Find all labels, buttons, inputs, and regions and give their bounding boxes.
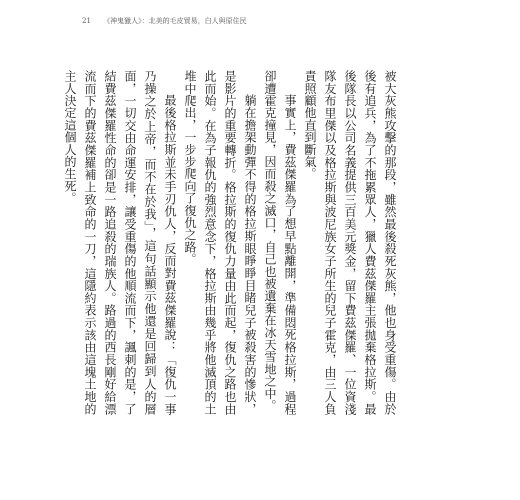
paragraph-3: 躺在擔架動彈不得的格拉斯眼睜睜目睹兒子被殺害的慘狀，是影片的重要轉折。格拉斯的復仇力量由此而起，復仇之路也由此而始。在為子報仇的強烈意念下，格拉斯由幾乎將他滅頂的土堆中爬出，一步步爬向了復仇之路。 xyxy=(183,70,257,415)
paragraph-4: 最後格拉斯並未手刃仇人，反而對費茲傑羅說：「復仇一事乃操之於上帝，而不在於我」，這句話顯示他還是回歸到人的層面，一切交由命運安排，讓受重傷的他順流而下，諷刺的是，了結費茲傑羅性命的卻是一路追殺的瑞族人。路過的西長剛好給漂流而下的費茲傑羅補上致命的一刀，這隱約表示該由這塊土地的主人決定這個人的生死。 xyxy=(63,70,177,415)
body-text xyxy=(60,70,400,415)
running-header xyxy=(82,16,247,26)
paragraph-1: 被大灰熊攻擊的那段，雖然最後殺死灰熊，他也身受重傷。由於後有追兵，為了不拖累眾人，獵人費茲傑羅主張拋棄格拉斯。最後隊長以公司名義提供三百美元獎金，留下費茲傑羅、一位資淺隊友布里傑以及格拉斯與波尼族女子所生的兒子霍克，由三人負責照顧他直到斷氣。 xyxy=(303,70,397,415)
page-number: 21 xyxy=(82,17,91,25)
paragraph-2: 事實上，費茲傑羅為了想早點離開，準備悶死格拉斯，過程卻遭霍克撞見，因而殺之滅口，自己也被遺棄在冰天雪地之中。 xyxy=(263,70,297,415)
running-title: 《神鬼獵人》：北美的毛皮貿易，白人與原住民 xyxy=(103,17,247,25)
